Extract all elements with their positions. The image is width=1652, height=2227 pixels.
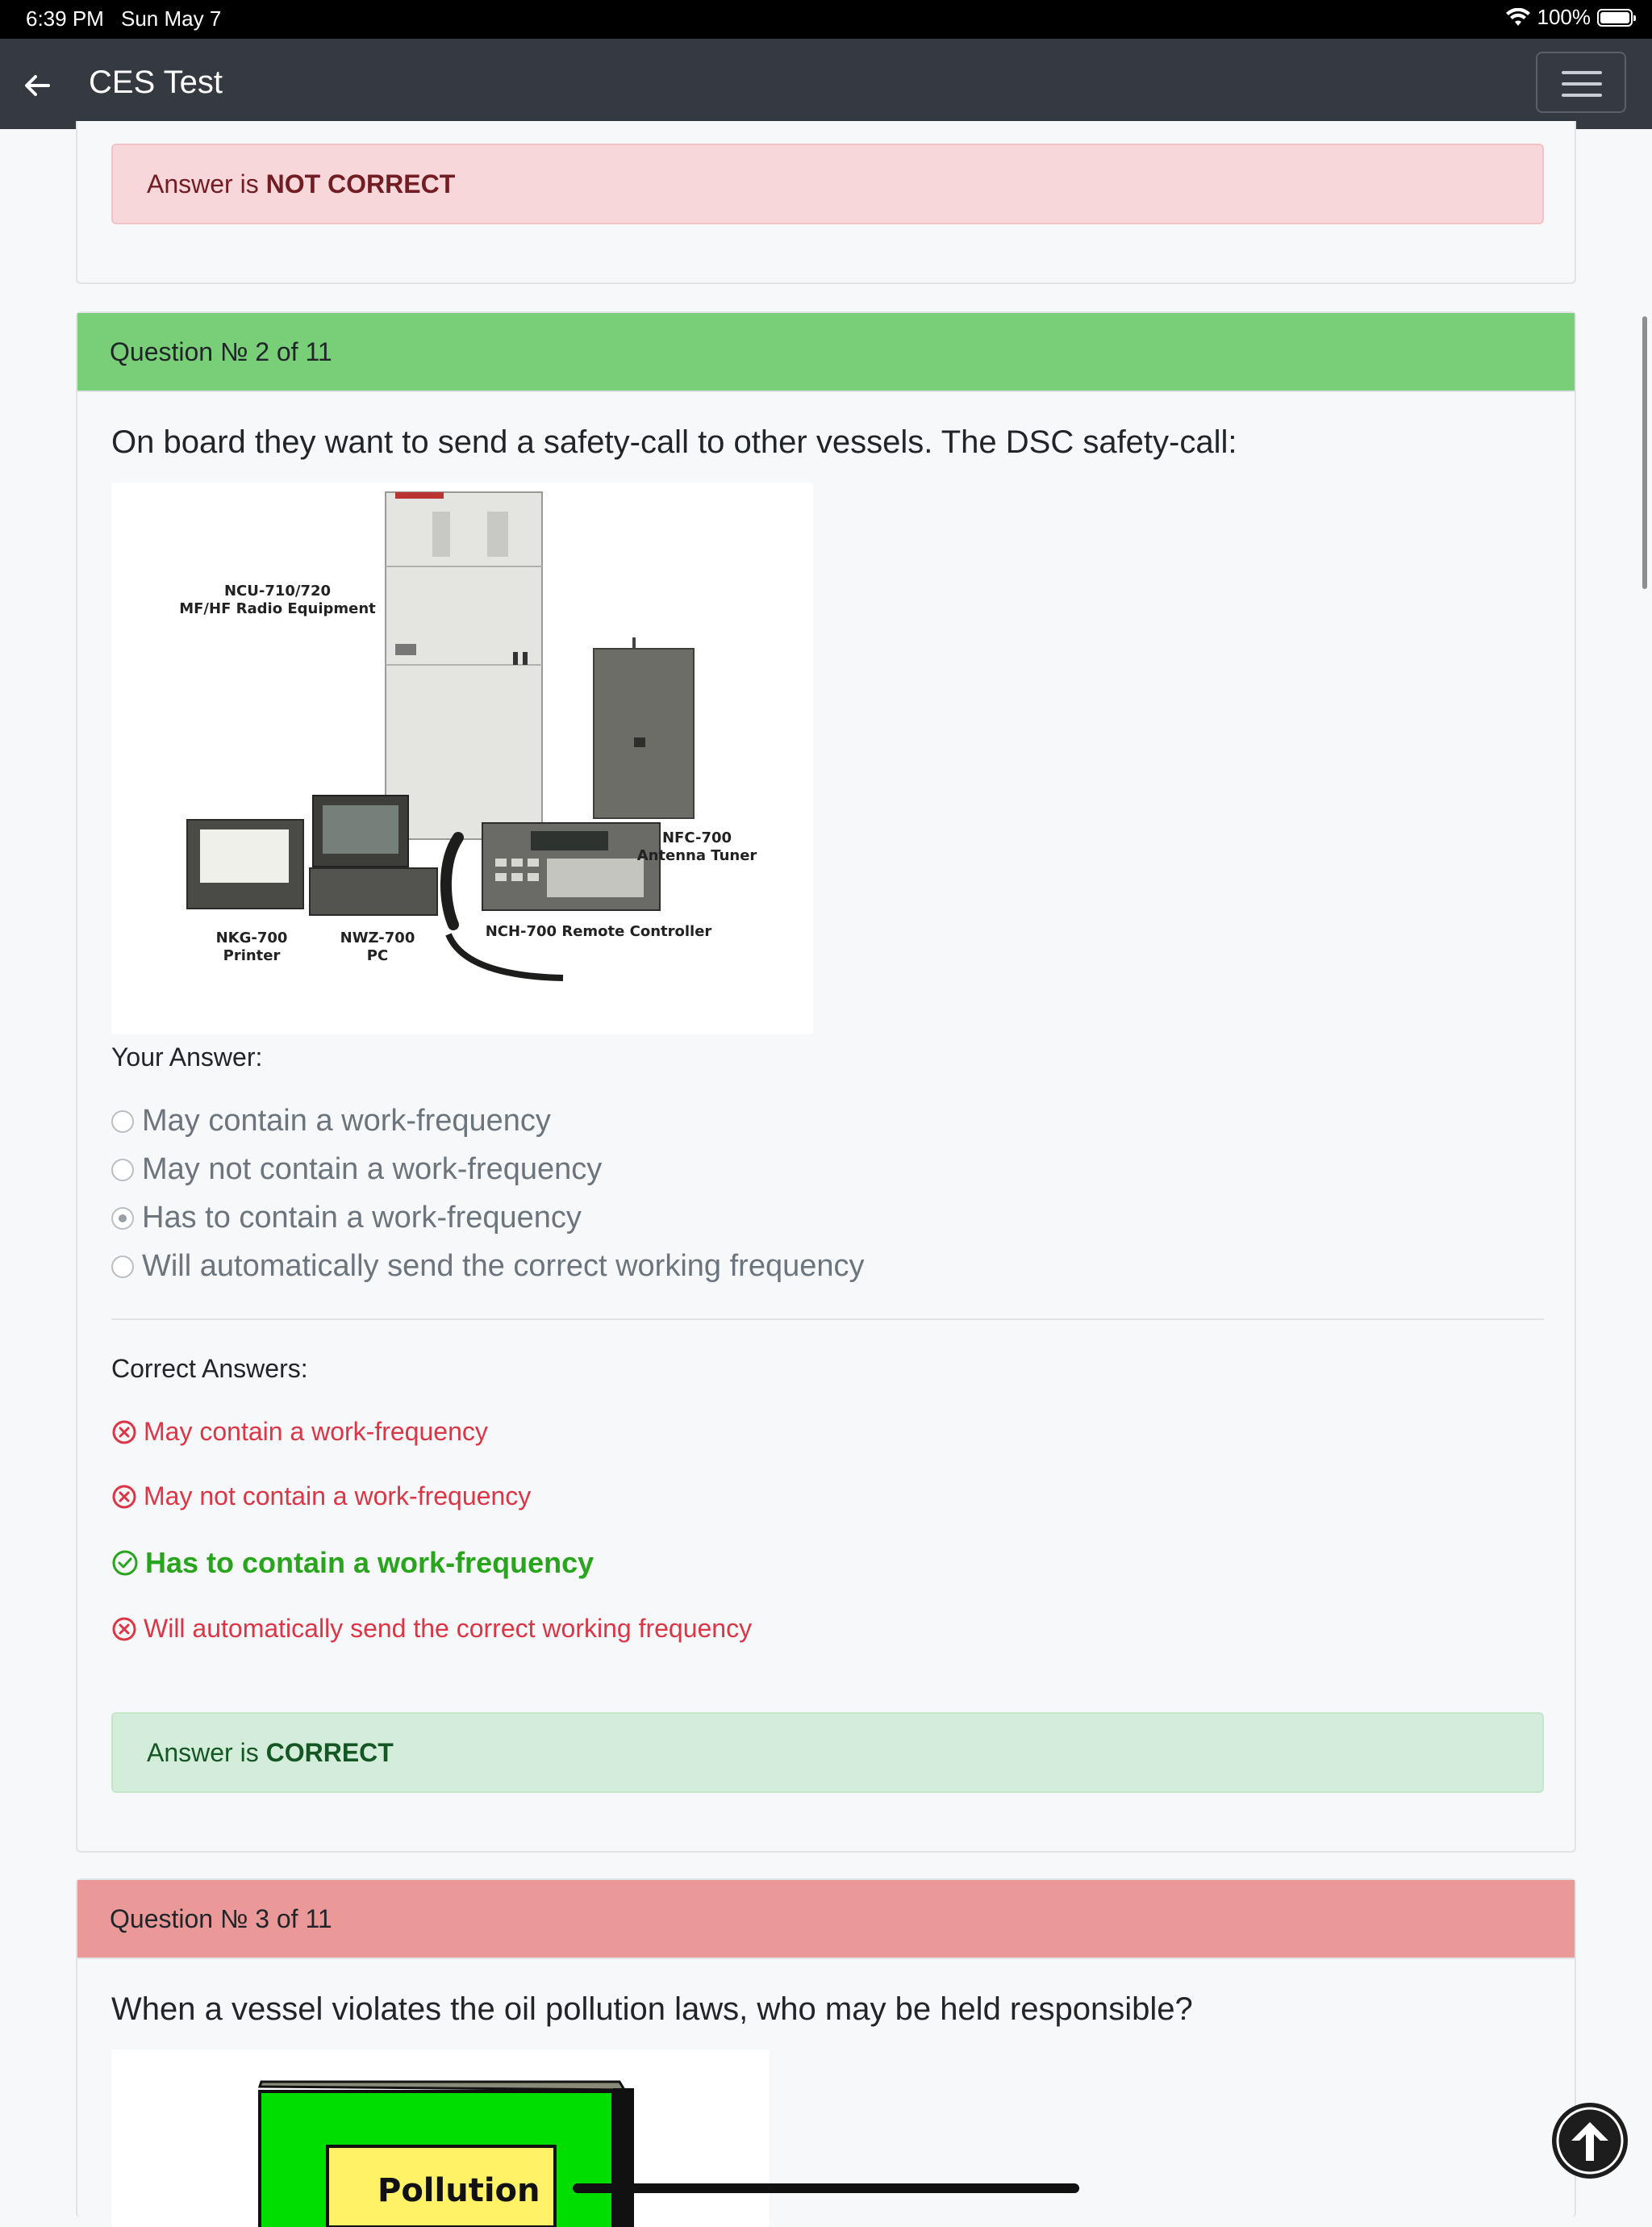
result-value: CORRECT bbox=[265, 1738, 394, 1767]
result-prefix: Answer is bbox=[147, 1738, 266, 1767]
figure-label-ncu: NCU-710/720 bbox=[223, 583, 332, 600]
status-date: Sun May 7 bbox=[121, 6, 222, 31]
option-3[interactable] bbox=[111, 1201, 582, 1235]
answer-text: Has to contain a work-frequency bbox=[145, 1546, 594, 1579]
figure-label-nfc-sub: Antenna Tuner bbox=[636, 847, 757, 864]
question-text: On board they want to send a safety-call to other vessels. The DSC safety-call: bbox=[111, 424, 1237, 460]
divider bbox=[111, 1318, 1544, 1320]
pollution-book-illustration bbox=[111, 2049, 770, 2227]
answer-text: May not contain a work-frequency bbox=[144, 1481, 532, 1510]
radio-button[interactable] bbox=[111, 1159, 134, 1181]
option-label: May contain a work-frequency bbox=[142, 1104, 551, 1138]
option-label: May not contain a work-frequency bbox=[142, 1152, 603, 1186]
question-figure bbox=[111, 2049, 770, 2227]
status-right bbox=[1505, 5, 1633, 30]
answer-wrong-2 bbox=[111, 1481, 531, 1511]
result-value: NOT CORRECT bbox=[265, 169, 456, 198]
figure-label-nkg: NKG-700 bbox=[215, 930, 288, 946]
arrow-up-circle-icon bbox=[1552, 2103, 1628, 2179]
status-time: 6:39 PM bbox=[26, 6, 104, 31]
answer-text: Will automatically send the correct working frequency bbox=[144, 1614, 753, 1643]
radio-equipment-illustration bbox=[111, 483, 813, 1034]
figure-label-pollution: Pollution bbox=[378, 2172, 540, 2209]
correct-answers-label: Correct Answers: bbox=[111, 1354, 308, 1383]
answer-wrong-1 bbox=[111, 1417, 488, 1447]
figure-label-nwz: NWZ-700 bbox=[340, 930, 415, 946]
battery-icon bbox=[1597, 9, 1633, 27]
option-1[interactable] bbox=[111, 1104, 551, 1139]
radio-button[interactable] bbox=[111, 1256, 134, 1278]
result-alert-correct bbox=[111, 1712, 1544, 1793]
x-circle-icon bbox=[111, 1419, 137, 1445]
option-label: Has to contain a work-frequency bbox=[142, 1201, 582, 1235]
answer-wrong-3 bbox=[111, 1614, 752, 1644]
option-4[interactable] bbox=[111, 1249, 865, 1284]
status-bar bbox=[0, 0, 1652, 39]
answer-correct bbox=[111, 1546, 594, 1580]
result-prefix: Answer is bbox=[147, 169, 266, 198]
radio-button[interactable] bbox=[111, 1110, 134, 1133]
question-card-2 bbox=[76, 311, 1576, 1853]
question-header: Question № 2 of 11 bbox=[77, 313, 1575, 392]
back-arrow-icon[interactable] bbox=[21, 69, 53, 102]
home-indicator bbox=[573, 2183, 1079, 2193]
figure-label-nwz-sub: PC bbox=[366, 947, 389, 964]
your-answer-label: Your Answer: bbox=[111, 1042, 263, 1072]
x-circle-icon bbox=[111, 1616, 137, 1642]
figure-label-nfc: NFC-700 bbox=[661, 829, 732, 846]
option-2[interactable] bbox=[111, 1152, 602, 1187]
figure-label-nkg-sub: Printer bbox=[223, 947, 281, 964]
figure-label-ncu-sub: MF/HF Radio Equipment bbox=[179, 600, 376, 617]
navbar bbox=[0, 39, 1652, 129]
wifi-icon bbox=[1505, 8, 1531, 27]
answer-text: May contain a work-frequency bbox=[144, 1417, 488, 1446]
hamburger-menu-icon[interactable] bbox=[1536, 52, 1626, 113]
figure-label-nch: NCH-700 Remote Controller bbox=[485, 923, 712, 940]
radio-button-selected[interactable] bbox=[111, 1207, 134, 1230]
question-figure bbox=[111, 483, 813, 1034]
option-label: Will automatically send the correct working frequency bbox=[142, 1249, 865, 1283]
battery-percent: 100% bbox=[1537, 5, 1591, 29]
scroll-to-top-button[interactable] bbox=[1552, 2103, 1628, 2179]
result-alert-incorrect bbox=[111, 144, 1544, 224]
question-card-3 bbox=[76, 1878, 1576, 2217]
question-text: When a vessel violates the oil pollution laws, who may be held responsible? bbox=[111, 1991, 1193, 2027]
check-circle-icon bbox=[111, 1549, 139, 1577]
question-header: Question № 3 of 11 bbox=[77, 1880, 1575, 1959]
page-title: CES Test bbox=[89, 65, 223, 100]
scrollbar[interactable] bbox=[1642, 316, 1647, 589]
x-circle-icon bbox=[111, 1484, 137, 1510]
question-card-1 bbox=[76, 121, 1576, 284]
